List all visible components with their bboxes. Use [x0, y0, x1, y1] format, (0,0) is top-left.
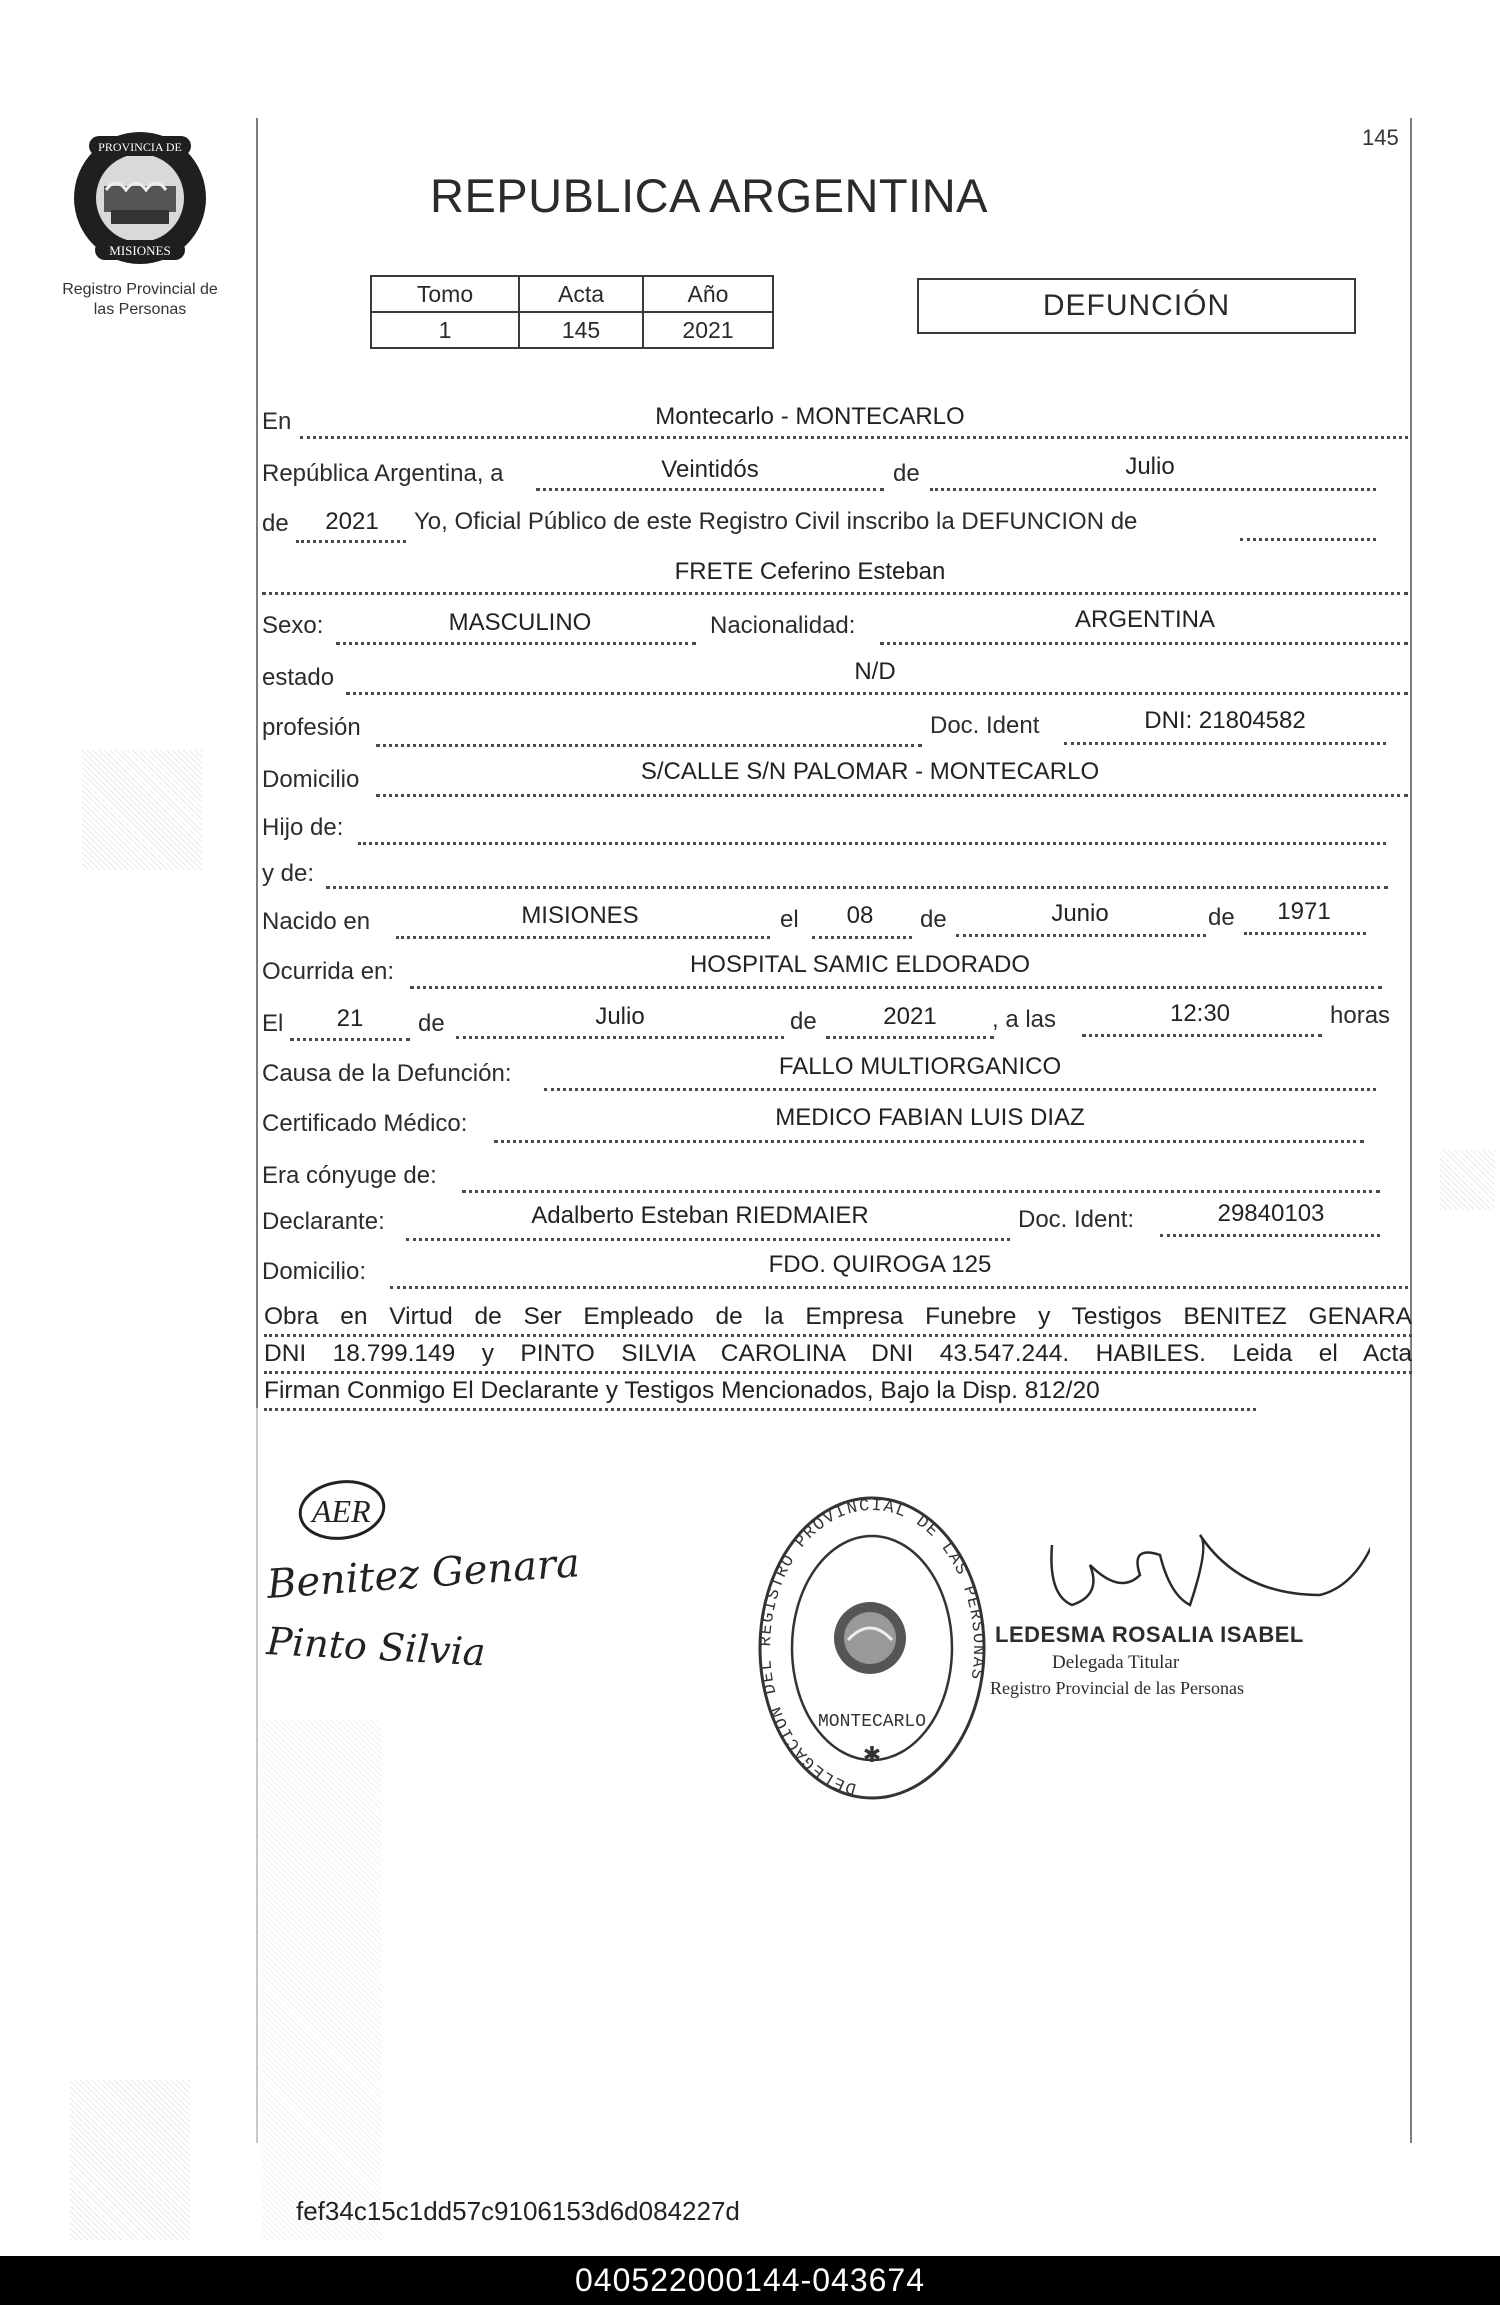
province-seal-icon	[71, 128, 209, 268]
value-declarante-doc: 29840103	[1217, 1200, 1325, 1227]
dotted-line	[544, 1088, 1376, 1091]
official-signature	[1040, 1525, 1370, 1635]
label-ocurrida-en: Ocurrida en:	[262, 958, 395, 985]
stamp-ring-textpath: DELEGACION DEL REGISTRO PROVINCIAL DE LAS PERSONAS	[756, 1496, 988, 1798]
label-conyuge: Era cónyuge de:	[262, 1162, 437, 1189]
logo-caption-line2: las Personas	[93, 301, 187, 318]
label-a-las: , a las	[992, 1006, 1057, 1033]
dotted-line	[262, 592, 1408, 595]
seal-bottom-text: MISIONES	[109, 243, 171, 258]
dotted-line	[300, 436, 1408, 439]
value-nacido-mes: Junio	[1051, 900, 1109, 927]
label-de: de	[790, 1008, 817, 1035]
value-def-dia: 21	[336, 1005, 364, 1032]
dotted-line	[390, 1286, 1408, 1289]
left-margin-line-lower	[256, 1408, 258, 2143]
dotted-line	[1244, 932, 1366, 935]
value-nacionalidad: ARGENTINA	[1074, 606, 1215, 633]
value-sexo: MASCULINO	[448, 609, 592, 636]
dotted-line	[326, 886, 1388, 889]
value-tomo: 1	[371, 312, 519, 348]
scan-noise	[1440, 1150, 1495, 1210]
label-doc-ident: Doc. Ident:	[1018, 1206, 1135, 1233]
signature-witness2: Pinto Silvia	[265, 1619, 487, 1675]
label-declarante: Declarante:	[262, 1208, 385, 1235]
signature-witness1: Benitez Genara	[265, 1540, 582, 1608]
dotted-line	[462, 1190, 1380, 1193]
stamp-inner-text: MONTECARLO	[817, 1712, 927, 1732]
value-def-hora: 12:30	[1169, 1000, 1231, 1027]
scan-noise	[262, 1720, 382, 2240]
value-declarante: Adalberto Esteban RIEDMAIER	[531, 1202, 869, 1229]
dotted-line	[376, 794, 1408, 797]
signature-initials: AER	[312, 1493, 371, 1529]
label-profesion: profesión	[262, 714, 361, 741]
header-tomo: Tomo	[371, 276, 519, 312]
logo-caption	[40, 280, 240, 320]
dotted-line	[826, 1036, 994, 1039]
dotted-line	[456, 1036, 784, 1039]
dotted-line	[336, 642, 696, 645]
label-horas: horas	[1330, 1002, 1391, 1029]
value-doc: DNI: 21804582	[1144, 707, 1306, 734]
label-de: de	[893, 460, 920, 487]
value-mes: Julio	[1125, 453, 1175, 480]
seal-top-text: PROVINCIA DE	[98, 140, 182, 154]
label-yo-oficial: Yo, Oficial Público de este Registro Civil inscribo la DEFUNCION de	[414, 508, 1138, 535]
official-role: Delegada Titular	[1052, 1652, 1180, 1673]
label-republica: República Argentina, a	[262, 460, 504, 487]
page-number: 145	[1362, 125, 1399, 150]
page-title: REPUBLICA ARGENTINA	[430, 169, 988, 222]
label-certificado: Certificado Médico:	[262, 1110, 468, 1137]
value-def-mes: Julio	[595, 1003, 645, 1030]
dotted-line	[812, 936, 912, 939]
label-y-de: y de:	[262, 860, 315, 887]
label-de: de	[920, 906, 947, 933]
value-def-anio: 2021	[883, 1003, 937, 1030]
left-margin-line	[256, 118, 258, 1408]
dotted-line	[358, 842, 1386, 845]
dotted-line	[406, 1238, 1010, 1241]
footer-code: 040522000144-043674	[575, 2262, 925, 2298]
value-ocurrida: HOSPITAL SAMIC ELDORADO	[689, 951, 1031, 978]
label-de: de	[1208, 904, 1235, 931]
official-office: Registro Provincial de las Personas	[990, 1678, 1244, 1698]
dotted-line	[346, 692, 1408, 695]
logo-caption-line1: Registro Provincial de	[62, 281, 218, 298]
value-anio: 2021	[325, 508, 379, 535]
header-acta: Acta	[519, 276, 643, 312]
label-domicilio: Domicilio:	[262, 1258, 367, 1285]
obra-line: Obra en Virtud de Ser Empleado de la Empresa Funebre y Testigos BENITEZ GENARA	[264, 1300, 1412, 1337]
dotted-line	[396, 936, 770, 939]
value-nacido-dia: 08	[846, 902, 874, 929]
dotted-line	[1064, 742, 1386, 745]
label-el: el	[780, 906, 799, 933]
star-icon: ✱	[862, 1742, 882, 1767]
dotted-line	[536, 488, 884, 491]
label-causa: Causa de la Defunción:	[262, 1060, 512, 1087]
value-lugar: Montecarlo - MONTECARLO	[655, 403, 965, 430]
official-name: LEDESMA ROSALIA ISABEL	[995, 1622, 1304, 1647]
dotted-line	[1160, 1234, 1380, 1237]
obra-line: DNI 18.799.149 y PINTO SILVIA CAROLINA DNI 43.547.244. HABILES. Leida el Acta	[264, 1337, 1412, 1374]
dotted-line	[956, 934, 1206, 937]
dotted-line	[494, 1140, 1364, 1143]
right-margin-line	[1410, 118, 1412, 2143]
label-domicilio: Domicilio	[262, 766, 360, 793]
header-anio: Año	[643, 276, 773, 312]
obra-paragraph	[264, 1300, 1412, 1411]
dotted-line	[930, 488, 1376, 491]
witness-signatures	[262, 1450, 592, 1710]
value-nacido-anio: 1971	[1277, 898, 1331, 925]
dotted-line	[880, 642, 1408, 645]
value-causa: FALLO MULTIORGANICO	[778, 1053, 1062, 1080]
label-nacionalidad: Nacionalidad:	[710, 612, 856, 639]
label-hijo-de: Hijo de:	[262, 814, 344, 841]
value-declarante-domicilio: FDO. QUIROGA 125	[768, 1251, 992, 1278]
obra-line: Firman Conmigo El Declarante y Testigos Mencionados, Bajo la Disp. 812/20	[264, 1374, 1256, 1411]
registry-logo	[40, 128, 240, 320]
registry-table	[370, 275, 774, 349]
value-acta: 145	[519, 312, 643, 348]
registry-stamp	[752, 1490, 992, 1802]
label-estado: estado	[262, 664, 335, 691]
registry-header-row	[371, 276, 773, 312]
scan-noise	[82, 750, 202, 870]
value-domicilio: S/CALLE S/N PALOMAR - MONTECARLO	[640, 758, 1100, 785]
act-type-box: DEFUNCIÓN	[917, 278, 1356, 334]
value-anio: 2021	[643, 312, 773, 348]
registry-value-row	[371, 312, 773, 348]
dotted-line	[410, 986, 1382, 989]
value-estado: N/D	[854, 658, 896, 685]
dotted-line	[1240, 538, 1376, 541]
dotted-line	[290, 1038, 410, 1041]
label-de: de	[262, 510, 289, 537]
value-nacido-lugar: MISIONES	[521, 902, 639, 929]
dotted-line	[296, 540, 406, 543]
scan-noise	[70, 2080, 190, 2240]
value-certificado: MEDICO FABIAN LUIS DIAZ	[775, 1104, 1085, 1131]
label-en: En	[262, 408, 292, 435]
dotted-line	[376, 744, 922, 747]
label-nacido-en: Nacido en	[262, 908, 371, 935]
label-de: de	[418, 1010, 445, 1037]
dotted-line	[1082, 1034, 1322, 1037]
label-sexo: Sexo:	[262, 612, 324, 639]
value-dia-letras: Veintidós	[661, 456, 759, 483]
label-el: El	[262, 1010, 284, 1037]
document-hash: fef34c15c1dd57c9106153d6d084227d	[296, 2196, 740, 2226]
value-fallecido: FRETE Ceferino Esteban	[674, 558, 946, 585]
label-doc-ident: Doc. Ident	[930, 712, 1040, 739]
